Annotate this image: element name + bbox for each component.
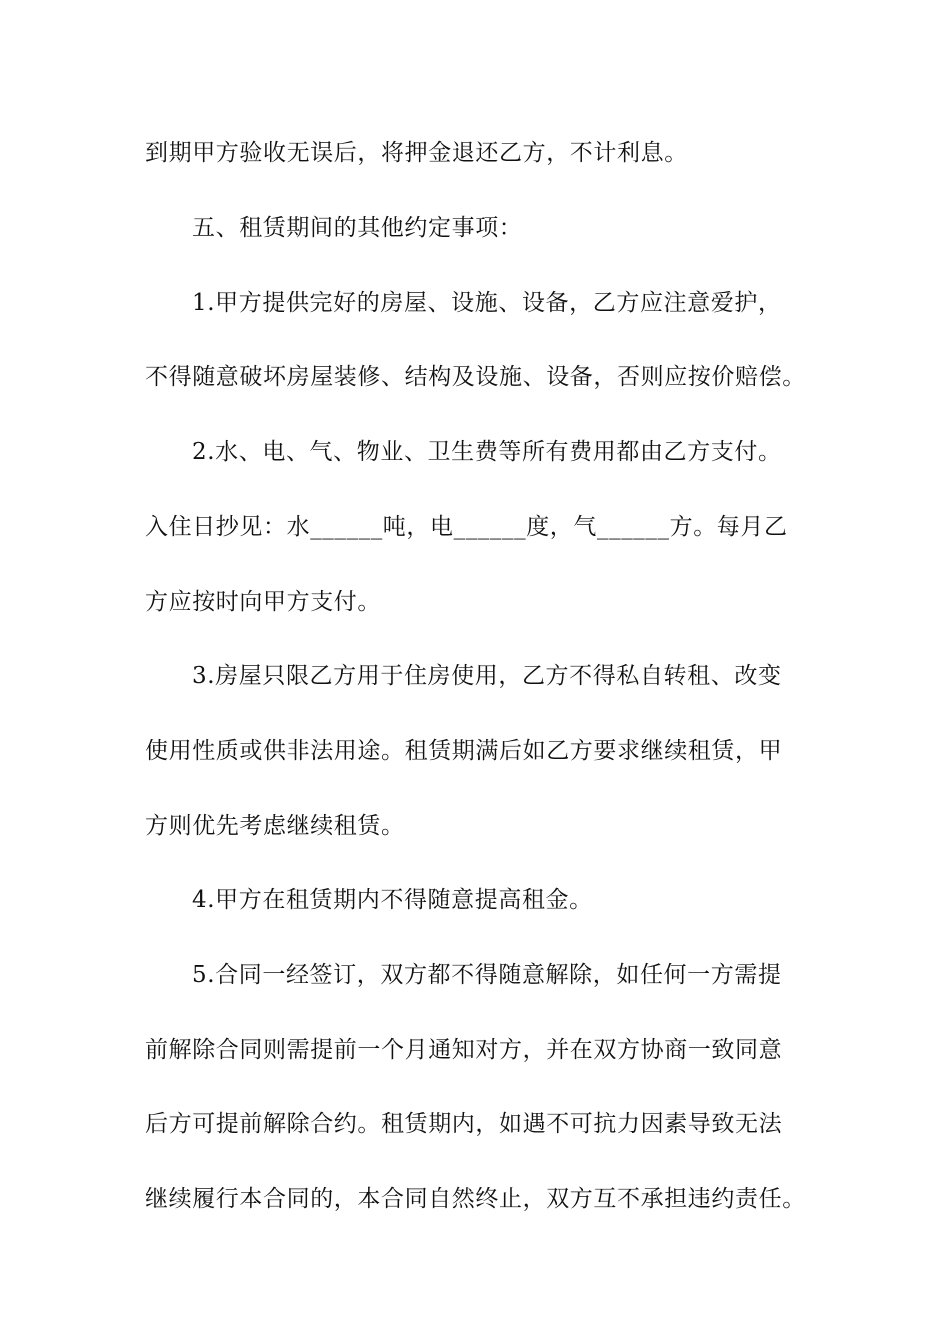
- text-line: 5.合同一经签订，双方都不得随意解除，如任何一方需提: [192, 962, 782, 988]
- text-line: 3.房屋只限乙方用于住房使用，乙方不得私自转租、改变: [192, 663, 782, 689]
- text-line: 继续履行本合同的，本合同自然终止，双方互不承担违约责任。: [145, 1186, 806, 1212]
- text-line: 前解除合同则需提前一个月通知对方，并在双方协商一致同意: [145, 1037, 783, 1063]
- text-line: 到期甲方验收无误后，将押金退还乙方，不计利息。: [145, 140, 688, 166]
- text-line: 4.甲方在租赁期内不得随意提高租金。: [192, 887, 593, 913]
- text-line: 后方可提前解除合约。租赁期内，如遇不可抗力因素导致无法: [145, 1111, 783, 1137]
- text-line: 2.水、电、气、物业、卫生费等所有费用都由乙方支付。: [192, 439, 782, 465]
- text-line: 方则优先考虑继续租赁。: [145, 813, 405, 839]
- section-heading: 五、租赁期间的其他约定事项：: [192, 215, 523, 241]
- text-line: 方应按时向甲方支付。: [145, 589, 381, 615]
- text-line: 1.甲方提供完好的房屋、设施、设备，乙方应注意爱护，: [192, 290, 782, 316]
- text-line: 使用性质或供非法用途。租赁期满后如乙方要求继续租赁，甲: [145, 738, 783, 764]
- text-line: 入住日抄见：水______吨，电______度，气______方。每月乙: [145, 514, 788, 540]
- text-line: 不得随意破坏房屋装修、结构及设施、设备，否则应按价赔偿。: [145, 364, 806, 390]
